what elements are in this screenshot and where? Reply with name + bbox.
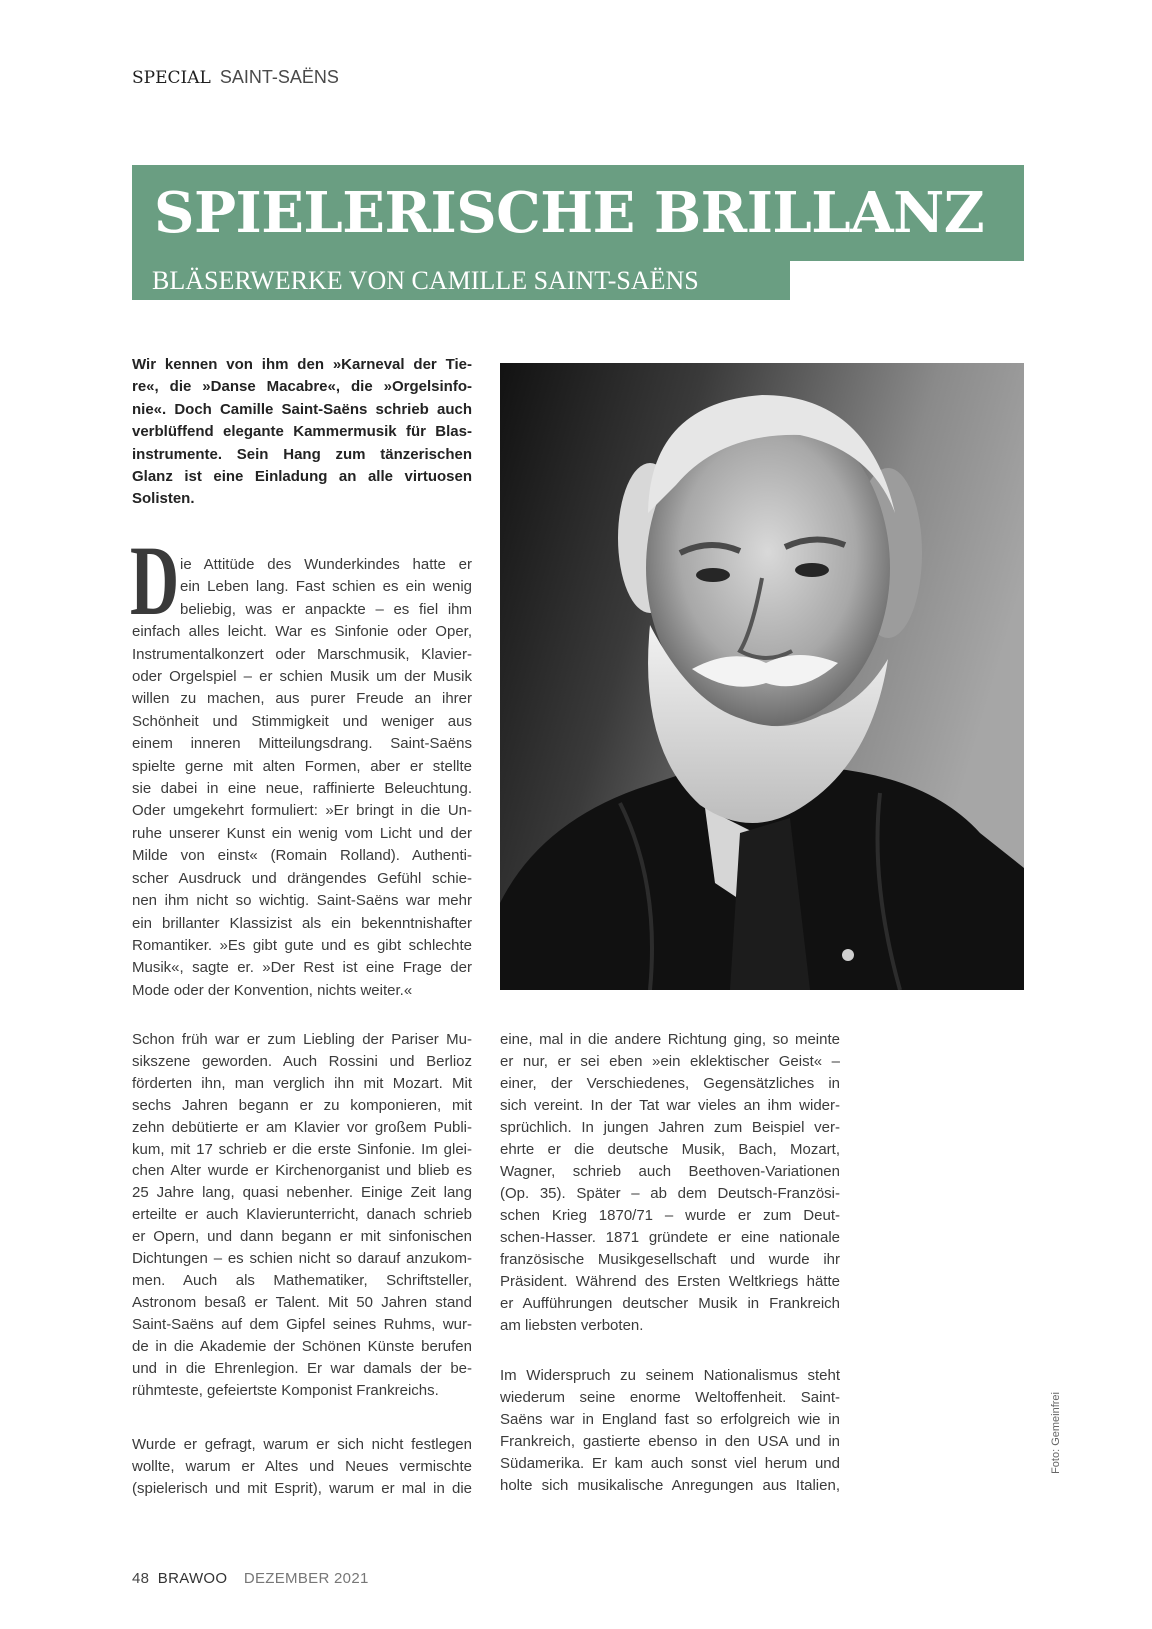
text-line: wiederum seine enorme Weltoffenheit. Saint- [500,1389,840,1406]
text-line: sie dabei in eine neue, raffinierte Beleuchtung. [132,780,472,798]
text-line: holte sich musikalische Anregungen aus Italien, [500,1477,840,1494]
text-line: er nur, er sei eben »ein eklektischer Geist« – [500,1053,840,1070]
text-line: kum, mit 17 schrieb er die erste Sinfonie. Im glei- [132,1140,472,1158]
lead-paragraph [132,354,472,511]
section-topic: SAINT-SAËNS [219,67,339,87]
portrait-photo [500,363,1024,990]
text-line: förderten ihn, man verglich ihn mit Mozart. Mit [132,1074,472,1092]
text-line: Instrumentalkonzert oder Marschmusik, Klavier- [132,645,472,663]
text-line: Südamerika. Er kam auch sonst viel herum und [500,1455,840,1472]
text-line: Milde von einst« (Romain Rolland). Authenti- [132,847,472,865]
text-line: ruhe unserer Kunst ein wenig vom Licht und der [132,824,472,842]
text-line: Wagner, schrieb auch Beethoven-Variationen [500,1163,840,1180]
text-line: schen-Hasser. 1871 gründete er eine nationale [500,1229,840,1246]
subtitle: BLÄSERWERKE VON CAMILLE SAINT-SAËNS [152,266,699,295]
text-line: sechs Jahren begann er zu komponieren, mit [132,1096,472,1114]
text-line: zehn debütierte er am Klavier vor großem Publi- [132,1118,472,1136]
headline-box [132,165,1024,261]
text-line: er Opern, und dann begann er mit sinfonischen [132,1228,472,1246]
subtitle-box [132,261,790,300]
text-line: einem inneren Mitteilungsdrang. Saint-Saëns [132,735,472,753]
text-line: schen Krieg 1870/71 – wurde er zum Deut- [500,1207,840,1224]
text-line: französische Musikgesellschaft und wurde ihr [500,1251,840,1268]
text-line: Schönheit und Stimmigkeit und weniger aus [132,712,472,730]
text-line: instrumente. Sein Hang zum tänzerischen [132,445,472,463]
text-line: Frankreich, gastierte ebenso in den USA und in [500,1433,840,1450]
text-line: Schon früh war er zum Liebling der Pariser Mu- [132,1031,472,1048]
text-line: 25 Jahre lang, quasi nebenher. Einige Zeit lang [132,1184,472,1202]
text-line: verblüffend elegante Kammermusik für Blas- [132,423,472,441]
page-number: 48 [132,1570,150,1587]
text-line: chen Alter wurde er Kirchenorganist und blieb es [132,1162,472,1180]
text-line: eine, mal in die andere Richtung ging, so meinte [500,1031,840,1048]
text-line: Glanz ist eine Einladung an alle virtuosen [132,468,472,486]
body-paragraph-2 [132,1029,472,1401]
text-line: am liebsten verboten. [500,1317,644,1334]
text-line: beliebig, was er anpackte – es fiel ihm [180,600,472,618]
text-line: (Op. 35). Später – ab dem Deutsch-Französi- [500,1185,840,1202]
eye-left [696,568,730,582]
body-paragraph-1 [130,525,472,1002]
text-line: (spielerisch und mit Esprit), warum er mal in die [132,1479,472,1497]
text-line: Dichtungen – es schien nicht so darauf anzukom- [132,1250,472,1268]
magazine-name: BRAWOO [157,1570,228,1587]
portrait-image [500,363,1024,990]
body-paragraph-5 [500,1365,840,1497]
text-line: Saëns war in England fast so erfolgreich wie in [500,1411,840,1428]
headline: SPIELERISCHE BRILLANZ [154,180,985,246]
text-line: Musik«, sagte er. »Der Rest ist eine Frage der [132,959,472,977]
text-line: Saint-Saëns auf dem Gipfel seines Ruhms, wur- [132,1315,472,1333]
lapel-pin [842,949,854,961]
text-line: scher Ausdruck und drängendes Gefühl schie- [132,869,472,887]
text-line: de in die Akademie der Schönen Künste berufen [132,1337,472,1355]
text-line: willen zu machen, aus purer Freude an ihrer [132,690,472,708]
photo-credit: Foto: Gemeinfrei [1050,1392,1062,1474]
text-line: Im Widerspruch zu seinem Nationalismus steht [500,1367,840,1384]
text-line: und in die Ehrenlegion. Er war damals der be- [132,1359,472,1377]
text-line: nie«. Doch Camille Saint-Saëns schrieb auch [132,400,472,418]
text-line: sikszene geworden. Auch Rossini und Berlioz [132,1052,472,1070]
text-line: sprüchlich. In jungen Jahren zum Beispiel ver- [500,1119,840,1136]
body-paragraph-4 [500,1029,840,1337]
text-line: nen ihm nicht so wichtig. Saint-Saëns war mehr [132,892,472,910]
text-line: Oder umgekehrt formuliert: »Er bringt in die Un- [132,802,472,820]
text-line: re«, die »Danse Macabre«, die »Orgelsinfo- [132,378,472,396]
text-line: Astronom besaß er Talent. Mit 50 Jahren stand [132,1293,472,1311]
text-line: men. Auch als Mathematiker, Schriftsteller, [132,1271,472,1289]
drop-cap: D [130,525,180,636]
body-paragraph-3 [132,1434,472,1500]
eye-right [795,563,829,577]
text-line: Solisten. [132,490,195,508]
issue-date: DEZEMBER 2021 [243,1570,369,1587]
text-line: erteilte er auch Klavierunterricht, danach schrieb [132,1206,472,1224]
text-line: rühmteste, gefeiertste Komponist Frankreichs. [132,1381,439,1399]
text-line: ie Attitüde des Wunderkindes hatte er [180,556,472,573]
text-line: er Aufführungen deutscher Musik in Frankreich [500,1295,840,1312]
text-line: Romantiker. »Es gibt gute und es gibt schlechte [132,936,472,954]
text-line: ein Leben lang. Fast schien es ein wenig [180,578,472,596]
running-header [132,66,339,89]
text-line: ehrte er die deutsche Musik, Bach, Mozart, [500,1141,840,1158]
text-line: Mode oder der Konvention, nichts weiter.« [132,981,413,999]
text-line: einer, der Verschiedenes, Gegensätzliches in [500,1075,840,1092]
text-line: ein brillanter Klassizist als ein bekenntnishafter [132,914,472,932]
text-line: sich vereint. In der Tat war vieles an ihm wider- [500,1097,840,1114]
text-line: spielte gerne mit alten Formen, aber er stellte [132,757,472,775]
text-line: wollte, warum er Altes und Neues vermischte [132,1457,472,1475]
text-line: Präsident. Während des Ersten Weltkriegs hätte [500,1273,840,1290]
text-line: einfach alles leicht. War es Sinfonie oder Oper, [132,623,472,641]
section-label: SPECIAL [132,68,211,88]
text-line: Wir kennen von ihm den »Karneval der Tie- [132,356,472,373]
text-line: oder Orgelspiel – er schien Musik um der Musik [132,668,472,686]
page-footer [132,1569,369,1589]
text-line: Wurde er gefragt, warum er sich nicht festlegen [132,1436,472,1453]
